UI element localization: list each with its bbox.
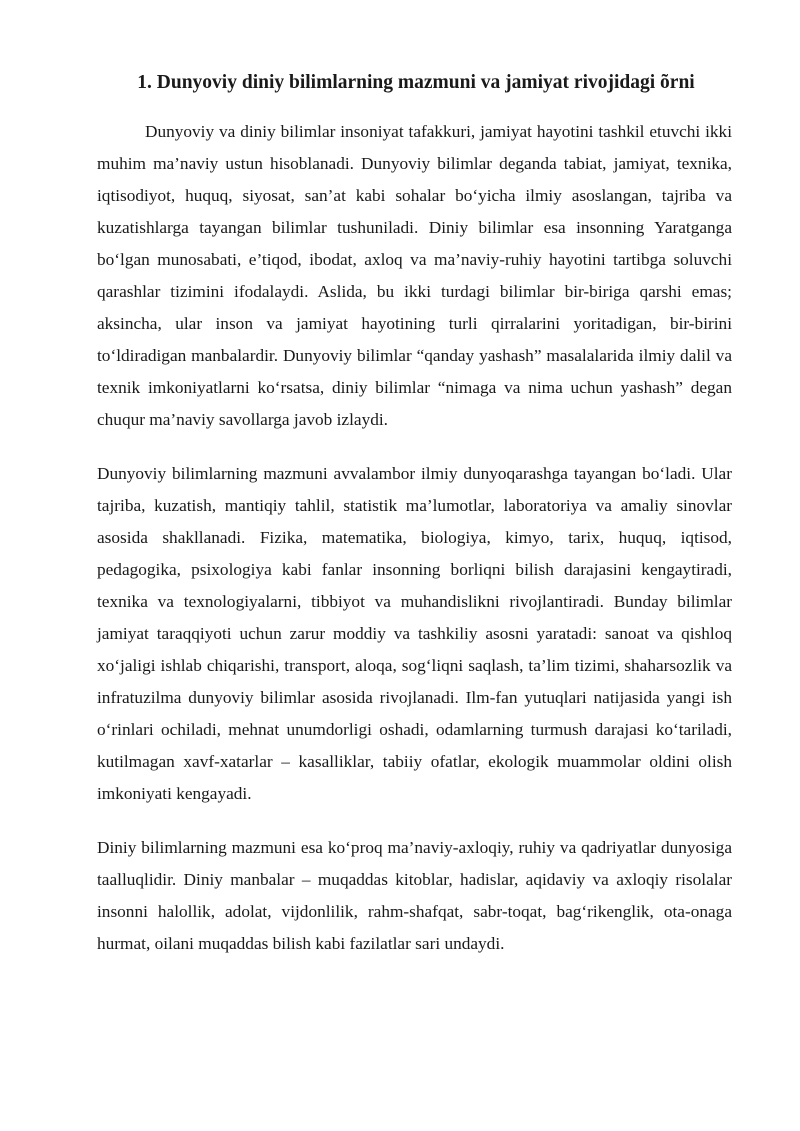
paragraph-2: Dunyoviy bilimlarning mazmuni avvalambor ilmiy dunyoqarashga tayangan bo‘ladi. Ular tajriba, kuzatish, mantiqiy tahlil, statistik ma’lumotlar, laboratoriya va amaliy sinovlar asosida shakllanadi. Fizika, matematika, biologiya, kimyo, tarix, huquq, iqtisod, pedagogika, psixologiya kabi fanlar insonning borliqni bilish darajasini kengaytiradi, texnika va texnologiyalarni, tibbiyot va muhandislikni rivojlantiradi. Bunday bilimlar jamiyat taraqqiyoti uchun zarur moddiy va tashkiliy asosni yaratadi: sanoat va qishloq xo‘jaligi ishlab chiqarishi, transport, aloqa, sog‘liqni saqlash, ta’lim tizimi, shaharsozlik va infratuzilma dunyoviy bilimlar asosida rivojlanadi. Ilm-fan yutuqlari natijasida yangi ish o‘rinlari ochiladi, mehnat unumdorligi oshadi, odamlarning turmush darajasi ko‘tariladi, kutilmagan xavf-xatarlar – kasalliklar, tabiiy ofatlar, ekologik muammolar oldini olish imkoniyati kengayadi. (97, 464, 732, 803)
body-text (97, 116, 732, 982)
paragraph-1: Dunyoviy va diniy bilimlar insoniyat tafakkuri, jamiyat hayotini tashkil etuvchi ikki muhim ma’naviy ustun hisoblanadi. Dunyoviy bilimlar deganda tabiat, jamiyat, texnika, iqtisodiyot, huquq, siyosat, san’at kabi sohalar bo‘yicha ilmiy asoslangan, tajriba va kuzatishlarga tayangan bilimlar tushuniladi. Diniy bilimlar esa insonning Yaratganga bo‘lgan munosabati, e’tiqod, ibodat, axloq va ma’naviy-ruhiy hayotini tartibga soluvchi qarashlar tizimini ifodalaydi. Aslida, bu ikki turdagi bilimlar bir-biriga qarshi emas; aksincha, ular inson va jamiyat hayotining turli qirralarini yoritadigan, bir-birini to‘ldiradigan manbalardir. Dunyoviy bilimlar “qanday yashash” masalalarida ilmiy dalil va texnik imkoniyatlarni ko‘rsatsa, diniy bilimlar “nimaga va nima uchun yashash” degan chuqur ma’naviy savollarga javob izlaydi. (97, 122, 732, 429)
section-title: 1. Dunyoviy diniy bilimlarning mazmuni va jamiyat rivojidagi õrni (137, 72, 695, 93)
paragraph-3: Diniy bilimlarning mazmuni esa ko‘proq ma’naviy-axloqiy, ruhiy va qadriyatlar dunyosiga taalluqlidir. Diniy manbalar – muqaddas kitoblar, hadislar, aqidaviy va axloqiy risolalar insonni halollik, adolat, vijdonlilik, rahm-shafqat, sabr-toqat, bag‘rikenglik, ota-onaga hurmat, oilani muqaddas bilish kabi fazilatlar sari undaydi. (97, 838, 732, 953)
